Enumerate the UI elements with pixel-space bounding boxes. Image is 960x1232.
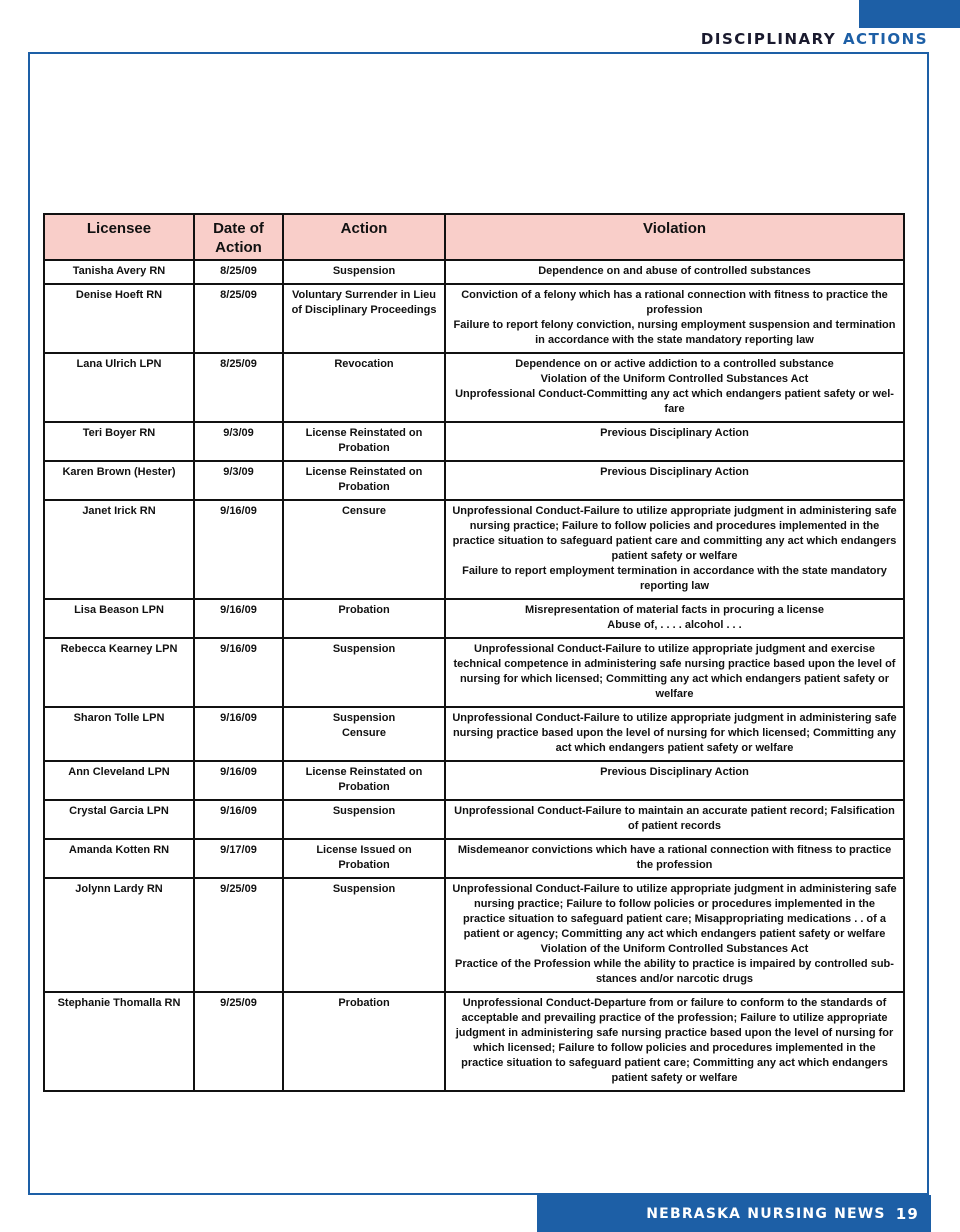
- violation-line: Previous Disciplinary Action: [600, 466, 749, 478]
- violation-cell: [445, 800, 904, 839]
- section-title-accent: ACTIONS: [842, 30, 928, 48]
- column-header-date: Date of Action: [194, 214, 283, 260]
- action-cell: License Reinstated on Probation: [283, 461, 445, 500]
- violation-line: Failure to report employment termination in accordance with the state mandatory reporting law: [462, 565, 887, 592]
- table-row: [44, 878, 904, 992]
- violation-cell: [445, 992, 904, 1091]
- column-header-licensee: Licensee: [44, 214, 194, 260]
- table-row: [44, 353, 904, 422]
- table-row: [44, 707, 904, 761]
- violation-cell: [445, 707, 904, 761]
- table-row: [44, 461, 904, 500]
- violation-line: Unprofessional Conduct-Failure to utilize appropriate judgment in administering safe nursing practice; Failure to follow policies or procedures implemented in the practice situation to safeguard patient care; Misappropriating medications . . of a patient or agency; Committing any act which endangers patient safety or welfare: [452, 883, 897, 940]
- disciplinary-actions-table: [43, 213, 905, 1092]
- violation-cell: [445, 500, 904, 599]
- violation-cell: [445, 284, 904, 353]
- action-cell: Revocation: [283, 353, 445, 422]
- violation-line: Practice of the Profession while the ability to practice is impaired by controlled sub-stances and/or narcotic drugs: [455, 958, 894, 985]
- date-cell: 9/25/09: [194, 992, 283, 1091]
- violation-line: Unprofessional Conduct-Failure to utilize appropriate judgment and exercise technical competence in administering safe nursing practice based upon the level of nursing for which licensed; Committing any act which endangers patient safety or welfare: [453, 643, 896, 700]
- date-cell: 9/17/09: [194, 839, 283, 878]
- violation-line: Abuse of, . . . . alcohol . . .: [607, 619, 742, 631]
- action-cell: License Reinstated on Probation: [283, 422, 445, 461]
- table-body: [44, 260, 904, 1091]
- date-cell: 9/16/09: [194, 800, 283, 839]
- table-row: [44, 284, 904, 353]
- date-cell: 8/25/09: [194, 284, 283, 353]
- violation-cell: [445, 353, 904, 422]
- licensee-cell: Karen Brown (Hester): [44, 461, 194, 500]
- action-cell: Probation: [283, 992, 445, 1091]
- action-cell: Voluntary Surrender in Lieu of Disciplinary Proceedings: [283, 284, 445, 353]
- table-row: [44, 800, 904, 839]
- violation-line: Unprofessional Conduct-Committing any act which endangers patient safety or wel-fare: [455, 388, 894, 415]
- action-cell: Suspension: [283, 260, 445, 284]
- date-cell: 9/16/09: [194, 500, 283, 599]
- violation-line: Dependence on and abuse of controlled substances: [538, 265, 811, 277]
- date-cell: 9/16/09: [194, 707, 283, 761]
- section-title-prefix: DISCIPLINARY: [700, 30, 837, 48]
- table-row: [44, 638, 904, 707]
- table-header-row: [44, 214, 904, 260]
- violation-cell: [445, 761, 904, 800]
- licensee-cell: Amanda Kotten RN: [44, 839, 194, 878]
- table-row: [44, 839, 904, 878]
- violation-line: Conviction of a felony which has a rational connection with fitness to practice the profession: [461, 289, 888, 316]
- violation-line: Violation of the Uniform Controlled Substances Act: [540, 373, 809, 385]
- action-cell: Censure: [283, 500, 445, 599]
- violation-line: Misdemeanor convictions which have a rational connection with fitness to practice the profession: [457, 844, 892, 871]
- footer-bar: [537, 1195, 931, 1232]
- table-row: [44, 500, 904, 599]
- publication-name: NEBRASKA NURSING NEWS: [646, 1205, 886, 1222]
- violation-cell: [445, 422, 904, 461]
- table-row: [44, 599, 904, 638]
- table-row: [44, 992, 904, 1091]
- action-cell: Suspension: [283, 800, 445, 839]
- licensee-cell: Sharon Tolle LPN: [44, 707, 194, 761]
- violation-line: Previous Disciplinary Action: [600, 427, 749, 439]
- violation-line: Misrepresentation of material facts in procuring a license: [525, 604, 824, 616]
- violation-line: Dependence on or active addiction to a controlled substance: [515, 358, 834, 370]
- violation-cell: [445, 638, 904, 707]
- action-cell: License Issued on Probation: [283, 839, 445, 878]
- date-cell: 9/3/09: [194, 461, 283, 500]
- date-cell: 9/3/09: [194, 422, 283, 461]
- column-header-violation: Violation: [445, 214, 904, 260]
- violation-line: Unprofessional Conduct-Failure to maintain an accurate patient record; Falsification of patient records: [454, 805, 895, 832]
- licensee-cell: Rebecca Kearney LPN: [44, 638, 194, 707]
- licensee-cell: Teri Boyer RN: [44, 422, 194, 461]
- violation-line: Unprofessional Conduct-Departure from or failure to conform to the standards of acceptable and prevailing practice of the profession; Failure to utilize appropriate judgment in administering safe nursing practice based upon the level of nursing for which licensed; Failure to follow policies and procedures implemented in the practice situation to safeguard patient care; Committing any act which endangers patient safety or welfare: [455, 997, 894, 1084]
- table-row: [44, 422, 904, 461]
- licensee-cell: Jolynn Lardy RN: [44, 878, 194, 992]
- date-cell: 9/16/09: [194, 638, 283, 707]
- violation-cell: [445, 260, 904, 284]
- table-row: [44, 761, 904, 800]
- licensee-cell: Lisa Beason LPN: [44, 599, 194, 638]
- date-cell: 9/16/09: [194, 599, 283, 638]
- date-cell: 9/25/09: [194, 878, 283, 992]
- date-cell: 8/25/09: [194, 260, 283, 284]
- date-cell: 8/25/09: [194, 353, 283, 422]
- column-header-action: Action: [283, 214, 445, 260]
- section-title: [701, 30, 928, 48]
- licensee-cell: Tanisha Avery RN: [44, 260, 194, 284]
- violation-line: Unprofessional Conduct-Failure to utilize appropriate judgment in administering safe nursing practice; Failure to follow policies and procedures implemented in the practice situation to safeguard patient care and committing any act which endangers patient safety or welfare: [452, 505, 897, 562]
- action-cell: License Reinstated on Probation: [283, 761, 445, 800]
- licensee-cell: Stephanie Thomalla RN: [44, 992, 194, 1091]
- licensee-cell: Denise Hoeft RN: [44, 284, 194, 353]
- violation-cell: [445, 461, 904, 500]
- licensee-cell: Lana Ulrich LPN: [44, 353, 194, 422]
- date-cell: 9/16/09: [194, 761, 283, 800]
- table-row: [44, 260, 904, 284]
- action-cell: Probation: [283, 599, 445, 638]
- violation-cell: [445, 599, 904, 638]
- violation-line: Unprofessional Conduct-Failure to utilize appropriate judgment in administering safe nursing practice based upon the level of nursing for which licensed; Committing any act which endangers patient safety or welfare: [452, 712, 897, 754]
- violation-line: Failure to report felony conviction, nursing employment suspension and termination in accordance with the state mandatory reporting law: [453, 319, 896, 346]
- violation-line: Violation of the Uniform Controlled Substances Act: [540, 943, 809, 955]
- corner-accent-block: [859, 0, 960, 28]
- violation-line: Previous Disciplinary Action: [600, 766, 749, 778]
- violation-cell: [445, 878, 904, 992]
- violation-cell: [445, 839, 904, 878]
- action-cell: Suspension Censure: [283, 707, 445, 761]
- page-number: 19: [895, 1204, 919, 1223]
- licensee-cell: Janet Irick RN: [44, 500, 194, 599]
- licensee-cell: Ann Cleveland LPN: [44, 761, 194, 800]
- action-cell: Suspension: [283, 638, 445, 707]
- licensee-cell: Crystal Garcia LPN: [44, 800, 194, 839]
- action-cell: Suspension: [283, 878, 445, 992]
